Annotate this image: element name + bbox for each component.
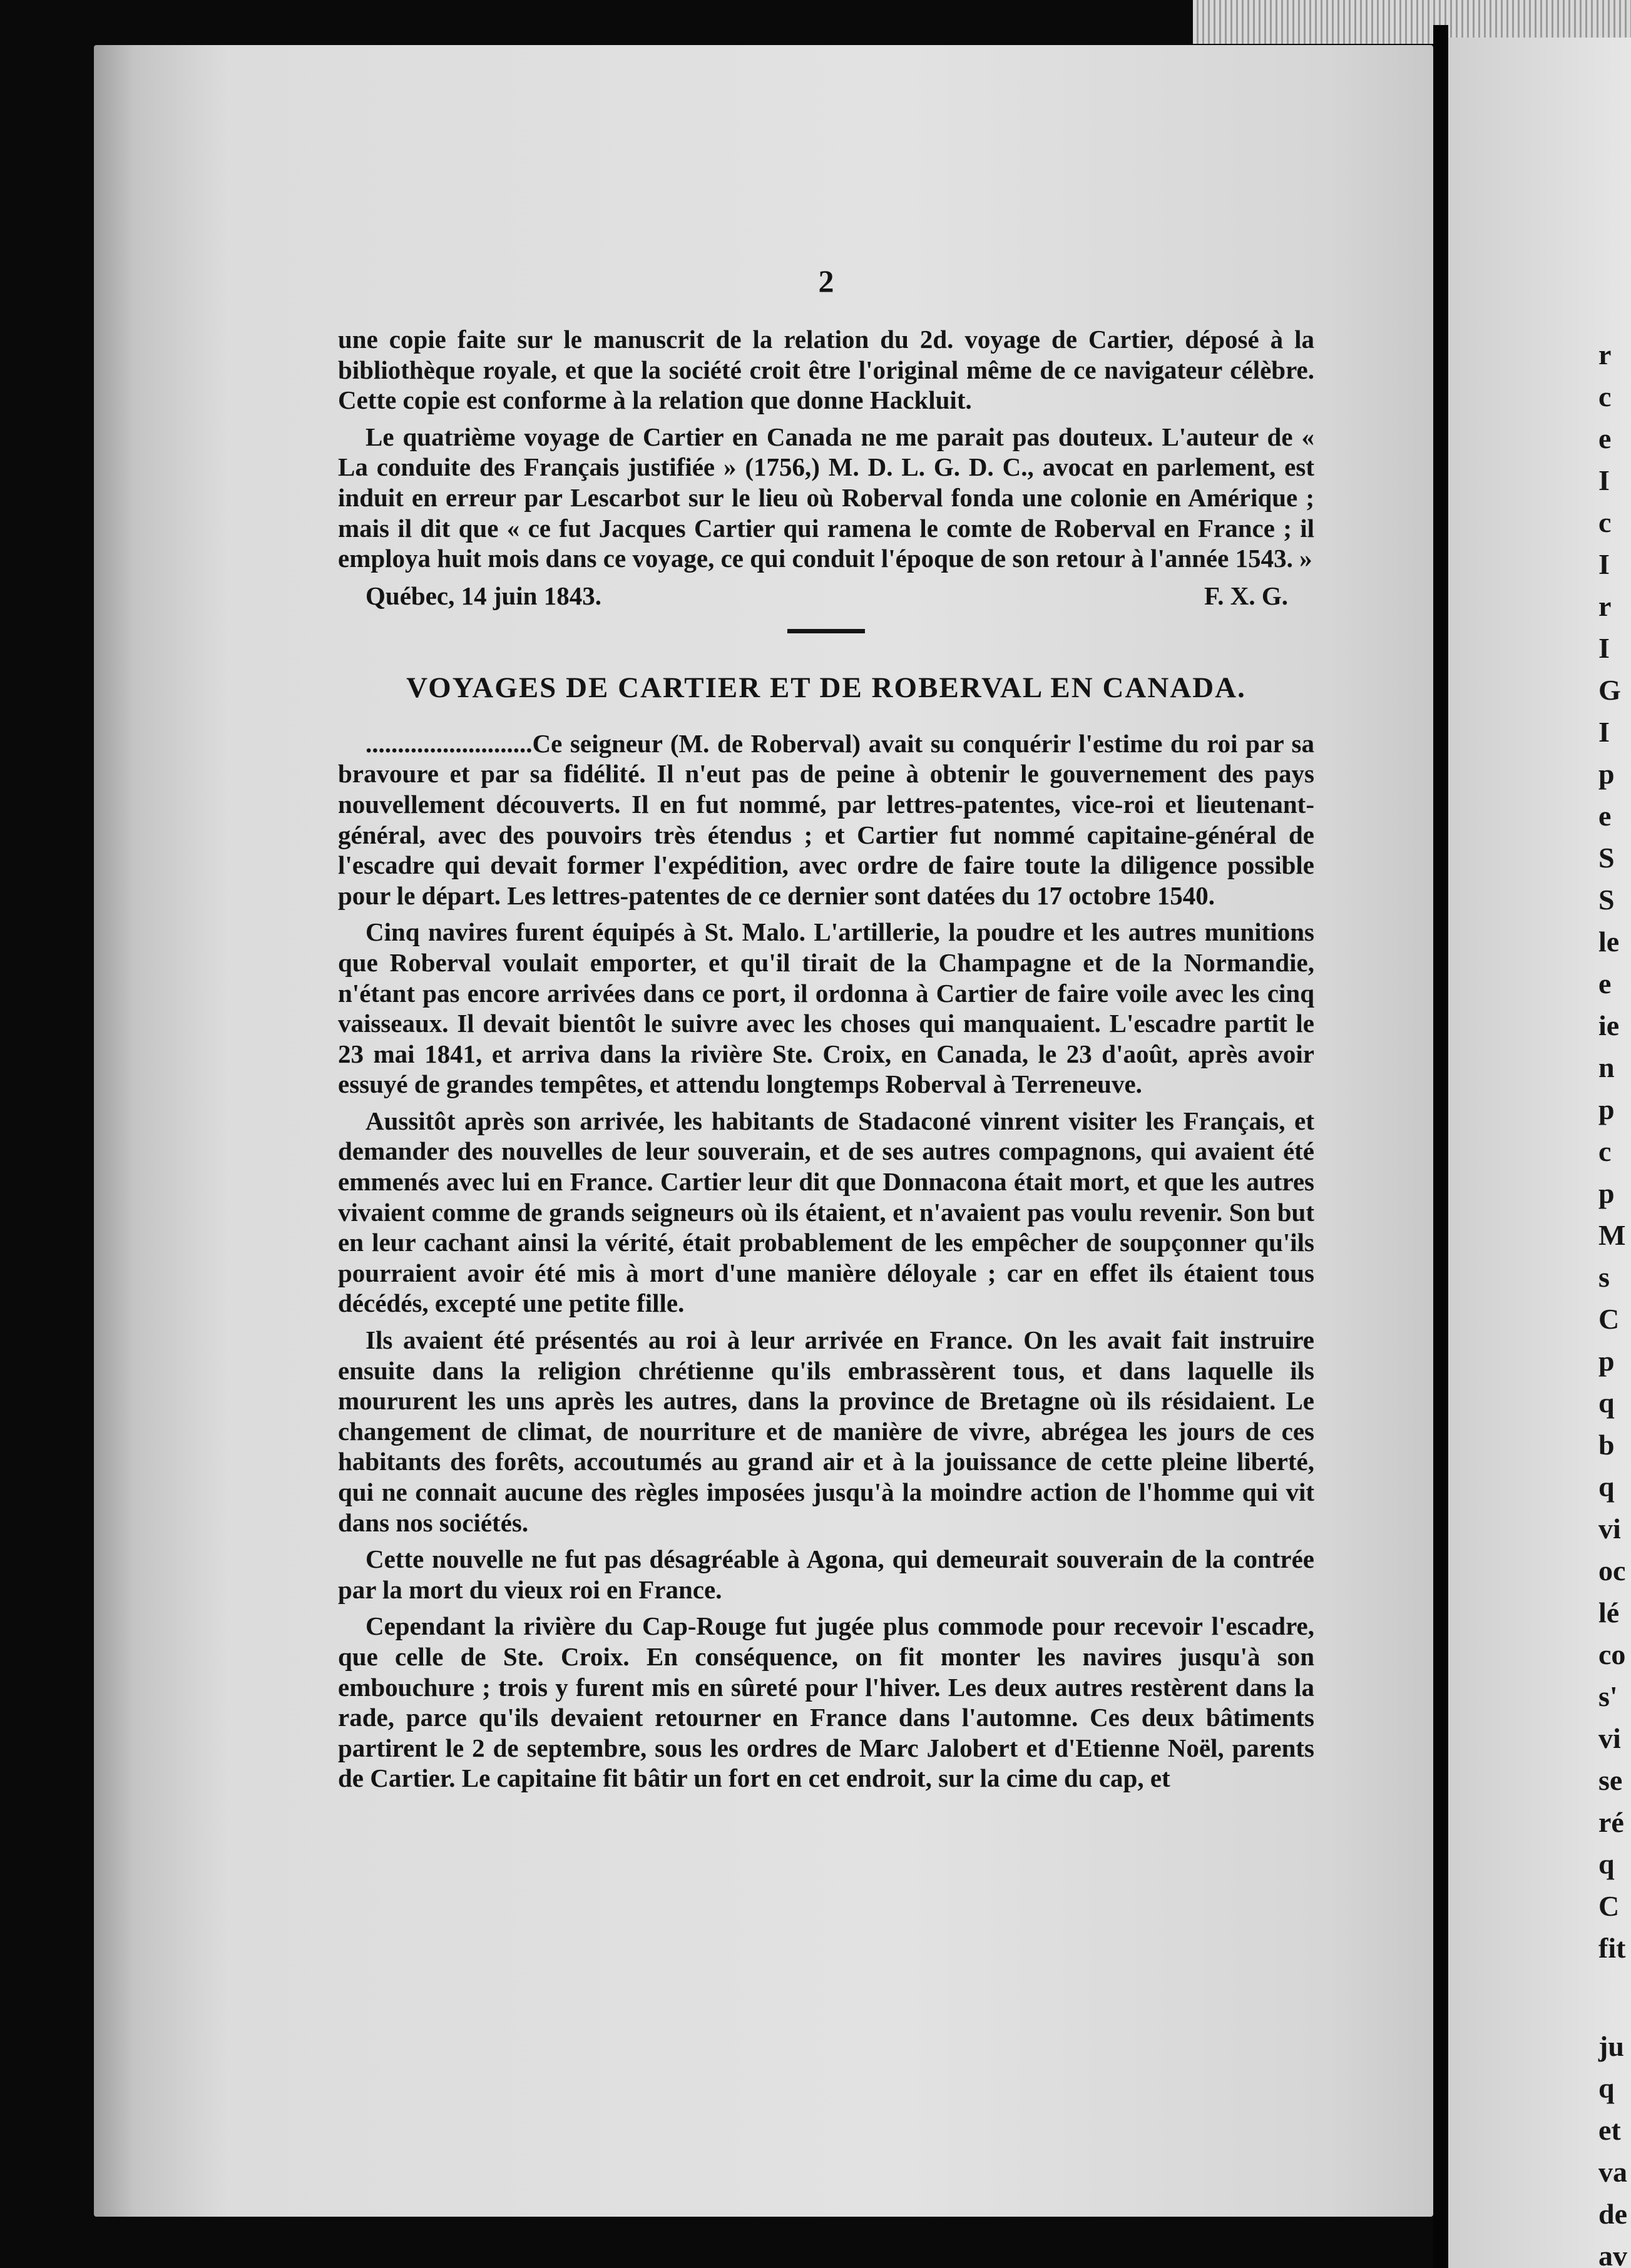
adjacent-page-text-fragment: vi: [1598, 1722, 1621, 1754]
adjacent-page-text-fragment: e: [1598, 422, 1612, 454]
adjacent-page-text-fragment: I: [1598, 464, 1610, 496]
body-paragraph-4: Ils avaient été présentés au roi à leur arrivée en France. On les avait fait instruire ensuite dans la religion chrétienne qu'ils embrassèrent tous, et dans laquelle ils moururent les uns après les autres, dans la province de Bretagne où ils résidaient. Le changement de climat, de nourriture et de manière de vivre, abrégea les jours de ces habitants des forêts, accoutumés au grand air et à la jouissance de cette pleine liberté, qui ne connait aucune des règles imposées jusqu'à la moindre action de l'homme qui vit dans nos sociétés.: [338, 1326, 1314, 1537]
body-paragraph-6: Cependant la rivière du Cap-Rouge fut jugée plus commode pour recevoir l'escadre, que celle de Ste. Croix. En conséquence, on fit monter les navires jusqu'à son embouchure ; trois y furent mis en sûreté pour l'hiver. Les deux autres restèrent dans la rade, parce qu'ils devaient retourner en France dans l'automne. Ces deux bâtiments partirent le 2 de septembre, sous les ordres de Marc Jalobert et d'Etienne Noël, parents de Cartier. Le capitaine fit bâtir un fort en cet endroit, sur la cime du cap, et: [338, 1612, 1314, 1793]
adjacent-page-text-fragment: S: [1598, 884, 1615, 916]
adjacent-page-text-fragment: ie: [1598, 1009, 1620, 1041]
adjacent-page-text-fragment: r: [1598, 339, 1612, 370]
adjacent-page-text-fragment: I: [1598, 716, 1610, 748]
adjacent-page-text-fragment: ré: [1598, 1806, 1624, 1838]
adjacent-page-text-fragment: de: [1598, 2198, 1627, 2230]
adjacent-page-text-fragment: p: [1598, 758, 1615, 790]
adjacent-page-text-fragment: ju: [1598, 2030, 1624, 2062]
adjacent-page-text-fragment: vi: [1598, 1513, 1621, 1545]
adjacent-page-text-fragment: p: [1598, 1093, 1615, 1125]
adjacent-page-text-fragment: G: [1598, 674, 1621, 706]
adjacent-page-text-fragment: c: [1598, 381, 1612, 412]
adjacent-page-text-fragment: I: [1598, 632, 1610, 664]
adjacent-page-text-fragment: M: [1598, 1219, 1626, 1251]
adjacent-page-text-fragment: e: [1598, 800, 1612, 832]
adjacent-page-text-fragment: e: [1598, 968, 1612, 999]
adjacent-page-text-fragment: oc: [1598, 1555, 1626, 1586]
adjacent-page-text-fragment: p: [1598, 1345, 1615, 1377]
adjacent-page-text-fragment: C: [1598, 1890, 1620, 1922]
adjacent-page-text-fragment: et: [1598, 2114, 1621, 2146]
adjacent-page-text-fragment: av: [1598, 2240, 1627, 2268]
body-paragraph-1: ..........................Ce seigneur (M. de Roberval) avait su conquérir l'estime du roi par sa bravoure et par sa fidélité. Il n'eut pas de peine à obtenir le gouvernement des pays nouvellement découverts. Il en fut nommé, par lettres-patentes, vice-roi et lieutenant-général, avec des pouvoirs très étendus ; et Cartier fut nommé capitaine-général de l'escadre qui devait former l'expédition, avec ordre de faire toute la diligence possible pour le départ. Les lettres-patentes de ce dernier sont datées du 17 octobre 1540.: [338, 728, 1314, 910]
adjacent-page-text-fragment: c: [1598, 506, 1612, 538]
adjacent-page-text-fragment: q: [1598, 1848, 1615, 1880]
body-paragraph-2: Cinq navires furent équipés à St. Malo. L'artillerie, la poudre et les autres munitions que Roberval voulait emporter, et qu'il tirait de la Champagne et de la Normandie, n'étant pas encore arrivées dans ce port, il ordonna à Cartier de faire voile avec les cinq vaisseaux. Il devait bientôt le suivre avec les choses qui manquaient. L'escadre partit le 23 mai 1841, et arriva dans la rivière Ste. Croix, en Canada, le 23 d'août, après avoir essuyé de grandes tempêtes, et attendu longtemps Roberval à Terreneuve.: [338, 917, 1314, 1099]
adjacent-page-text-fragment: s': [1598, 1680, 1618, 1712]
page-number: 2: [818, 263, 834, 299]
body-paragraph-3: Aussitôt après son arrivée, les habitants de Stadaconé vinrent visiter les Français, et demander des nouvelles de leur souverain, et de ses autres compagnons, qui avaient été emmenés avec lui en France. Cartier leur dit que Donnacona était mort, et que les autres vivaient comme de grands seigneurs où ils étaient, et n'avaient pas voulu revenir. Son but en leur cachant ainsi la vérité, était probablement de les empêcher de soupçonner qu'ils pourraient avoir été mis à mort d'une manière déloyale ; car en effet ils étaient tous décédés, excepté une petite fille.: [338, 1106, 1314, 1318]
adjacent-page-text-fragment: n: [1598, 1051, 1615, 1083]
adjacent-page-text-fragment: q: [1598, 1471, 1615, 1503]
adjacent-page-text-fragment: c: [1598, 1135, 1612, 1167]
adjacent-page-text-fragment: lé: [1598, 1596, 1620, 1628]
signature-line: [338, 580, 1314, 611]
adjacent-page-text-fragment: b: [1598, 1429, 1615, 1461]
section-divider: [787, 629, 865, 633]
adjacent-page-text-fragment: q: [1598, 2072, 1615, 2104]
intro-paragraph-1: une copie faite sur le manuscrit de la relation du 2d. voyage de Cartier, déposé à la bibliothèque royale, et que la société croit être l'original même de ce navigateur célèbre. Cette copie est conforme à la relation que donne Hackluit.: [338, 325, 1314, 415]
adjacent-page-text-fragment: q: [1598, 1387, 1615, 1419]
adjacent-page-text-fragment: co: [1598, 1638, 1626, 1670]
adjacent-page-text-fragment: C: [1598, 1303, 1620, 1335]
adjacent-page-text-fragment: S: [1598, 842, 1615, 874]
section-title: VOYAGES DE CARTIER ET DE ROBERVAL EN CANADA.: [406, 671, 1246, 704]
intro-paragraph-2: Le quatrième voyage de Cartier en Canada ne me parait pas douteux. L'auteur de « La conduite des Français justifiée » (1756,) M. D. L. G. D. C., avocat en parlement, est induit en erreur par Lescarbot sur le lieu où Roberval fonda une colonie en Amérique ; mais il dit que « ce fut Jacques Cartier qui ramena le comte de Roberval en France ; il employa huit mois dans ce voyage, ce qui conduit l'époque de son retour à l'année 1543. »: [338, 422, 1314, 573]
adjacent-page-fragment: [1448, 38, 1631, 2268]
adjacent-page-text-fragment: se: [1598, 1764, 1623, 1796]
adjacent-page-text-fragment: fit: [1598, 1932, 1626, 1964]
adjacent-page-text-fragment: le: [1598, 926, 1620, 958]
page-content: [338, 263, 1314, 1800]
adjacent-page-text-fragment: va: [1598, 2156, 1627, 2188]
adjacent-page-text-fragment: p: [1598, 1177, 1615, 1209]
place-date: Québec, 14 juin 1843.: [366, 581, 601, 610]
author-initials: F. X. G.: [1204, 581, 1288, 610]
adjacent-page-text-fragment: s: [1598, 1261, 1610, 1293]
adjacent-page-text-fragment: r: [1598, 590, 1612, 622]
adjacent-page-text-fragment: I: [1598, 548, 1610, 580]
body-paragraph-5: Cette nouvelle ne fut pas désagréable à Agona, qui demeurait souverain de la contrée par la mort du vieux roi en France.: [338, 1545, 1314, 1604]
page-gutter: [1433, 25, 1448, 2268]
